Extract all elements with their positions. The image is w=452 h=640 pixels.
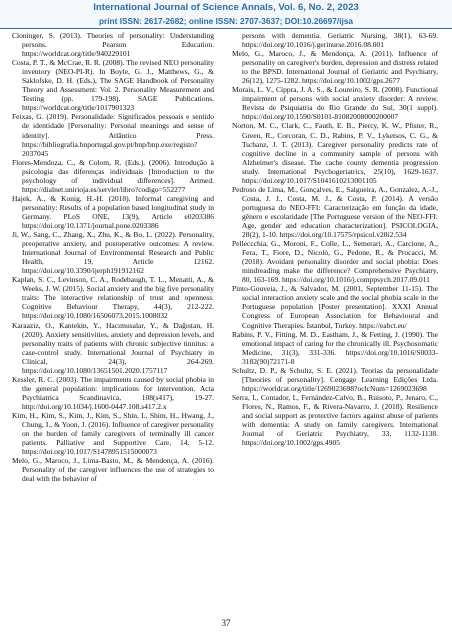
reference-entry: Flores-Mendoza, C., & Colom, R. (Eds.). (2006). Introdução à psicologia das diferenças individuais [Introduction to the psychology of individual differences]. Artmed. https://dialnet.unirioja.es/servlet/libro?codigo=552277	[12, 157, 214, 194]
reference-entry: Hajek, A., & Konig, H.-H. (2018). Informal caregiving and personality: Results of a population based longitudinal study in Germany. PLoS ONE, 13(9), Article e0203386 https://doi.org/10.1371/journal.pone.0203386	[12, 193, 214, 230]
reference-entry: Kessler, R. C. (2003). The impairments caused by social phobia in the general population: implications for intervention. Acta Psychiatrica Scandinavica, 108(s417), 19-27. http://doi.org/10.1034/j.1600-0447.108.s417.2.x	[12, 374, 214, 411]
reference-entry: Norton, M. C., Clark, C., Fauth, E. B., Piercy, K. W., Pfister, R., Green, R., Corcoran, C. D., Rabins, P. V., Lyketsos, C. G., & Tschanz, J. T. (2013). Caregiver personality predicts rate of cognitive decline in a community sample of persons with Alzheimer's disease. The cache county dementia progression study. International Psychogeriatrics, 25(10), 1629-1637. https://doi.org/10.1017/S1041610213001105	[232, 121, 438, 185]
reference-entry-continued: persons with dementia. Geriatric Nursing, 38(1), 63-69. https://doi.org/10.1016/j.gerinurse.2016.08.001	[242, 31, 438, 50]
reference-entry: Costa, P. T., & McCrae, R. R. (2008). The revised NEO personality inventory (NEO-PI-R). In Boyle, G. J., Matthews, G., & Saklofske, D. H. (Eds.), The SAGE Handbook of Personality Theory and Assessment: Vol. 2. Personality Measurement and Testing (pp. 179-198). SAGE Publications. https://worldcat.org/title/1017901323	[12, 58, 214, 113]
reference-entry: Morais, L. V., Cippra, J. A. S., & Loureiro, S. R. (2008). Functional impairment of persons with social anxiety disorder: A review. Revista de Psiquiatria do Rio Grande do Sul, 30(1 suppl). https://doi.org/10.1590/S0101-81082008000200007	[232, 85, 438, 122]
reference-entry: Feixas, G. (2019). Personalidade: Significados pessoais e sentido de identidade [Personality: Personal meanings and sense of identity]. Atlântico Press. https://bibliografia.bnportugal.gov.pt/bnp/bnp.exe/registo?2037045	[12, 112, 214, 158]
reference-entry: Karaaziz, O., Kantekin, Y., Hacımusalar, Y., & Dağıstan, H. (2020). Anxiety sensitivities, anxiety and depression levels, and personality traits of patients with chronic subjective tinnitus: a case-control study. International Journal of Psychiatry in Clinical, 24(3), 264-269. https://doi.org/10.1080/13651501.2020.1757117	[12, 320, 214, 375]
page-number: 37	[221, 618, 231, 628]
journal-header	[0, 0, 452, 29]
reference-entry: Pelleccchia, G., Moroni, F., Colle, L., Semerari, A., Carcione, A., Fera, T., Fiore, D., Nicolò, G., Pedone, R., & Procacci, M. (2018). Avoidant personality disorder and social phobia: Does mindreading make the difference? Comprehensive Psychiatry, 80, 163-169. https://doi.org/10.1016/j.comppsych.2017.09.011	[232, 239, 438, 285]
reference-entry: Cloninger, S. (2013). Theories of personality: Understanding persons. Pearson Education. https://worldcat.org/title/940229101	[12, 31, 214, 59]
reference-entry: Melo, G., Maroco, J., & Mendonça, A. (2011). Influence of personality on caregiver's burden, depression and distress related to the BPSD. International Journal of Geriatric and Psychiatry, 26(12), 1275-1282. https://doi.org/10.1002/gps.2677	[232, 49, 438, 86]
reference-entry: Pinto-Gouveia, J., & Salvador, M. (2001, September 11-15). The social interaction anxiety scale and the social phobia scale in the Portuguese population [Poster presentation]. XXXI Annual Congress of European Association for Behavioural and Cognitive Therapies. İstanbul, Turkey. https://eabct.eu/	[232, 284, 438, 330]
reference-entry: Kaplan, S. C., Levinson, C. A., Rodebaugh, T. L., Menatti, A., & Weeks, J. W. (2015). Social anxiety and the big five personality traits: The interactive relationship of trust and openness. Cognitive Behaviour Therapy, 44(3), 212-222. https://doi.org/10.1080/16506073.2015.1008032	[12, 275, 214, 321]
reference-entry: Pedroso de Lima, M., Gonçalves, E., Salgueira, A., Gonzalez, A.-J., Costa, J. J., Costa, M. J., & Costa, P. (2014). A versão portuguesa do NEO-FFI: Caracterização em função da idade, gênero e escolaridade [The Portuguese version of the NEO-FFI: Age, gender and education characterization]. PSICOLOGIA, 28(2), 1-10. https://doi.org/10.17575/rpsicol.v28i2.534	[232, 184, 438, 240]
reference-entry: Melo, G., Maroco, J., Lima-Basto, M., & Mendonça, A. (2016). Personality of the caregiver influences the use of strategies to deal with the behavior of	[12, 456, 214, 484]
reference-entry: Kim, H., Kim, S., Kim, J., Kim, S., Shin, I., Shim, H., Hwang, J., Chung, I., & Yoon, J. (2016). Influence of caregiver personality on the burden of family caregivers of terminally ill cancer patients. Palliative and Supportive Care, 14, 5-12. https://doi.org/10.1017/S1478951515000073	[12, 410, 214, 457]
reference-entry: Schultz, D. P., & Schultz, S. E. (2021). Teorias da personalidade [Theories of personality]. Cengage Learning Edições Ltda. https://worldcat.org/title/1269023698?oclcNum=1269023698	[232, 365, 438, 393]
references-left-column	[12, 31, 214, 483]
reference-entry: Ji, W., Sang, C., Zhang, X., Zhu, K., & Bo, L. (2022). Personality, preoperative anxiety, and postoperative outcomes: A review. International Journal of Environmental Research and Public Health, 19, Article 12162. https://doi.org/10.3390/ijerph191912162	[12, 230, 214, 276]
references-right-column	[232, 31, 438, 447]
reference-entry: Serra, I., Contador, I., Fernández-Calvo, B., Ruisoto, P., Jenaro, C., Flores, N., Ramos, F., & Rivera-Navarro, J. (2018). Resilience and social support as protective factors against abuse of patients with dementia: A study on family caregivers. International Journal of Geriatric Psychiatry, 33, 1132-1138. https://doi.org/10.1002/gps.4905	[232, 392, 438, 448]
journal-issn-line: print ISSN: 2617-2682; online ISSN: 2707-3637; DOI:10.26697/ijsa	[98, 16, 354, 26]
reference-entry: Rabins, P. V., Fitting, M. D., Eastham, J., & Fetting, J. (1990). The emotional impact of caring for the chronically ill. Psychosomatic Medicine, 31(3), 331-336. https://doi.org/10.1016/S0033-3182(90)72171-8	[232, 329, 438, 366]
journal-title-line: International Journal of Science Annals, Vol. 6, No. 2, 2023	[93, 2, 359, 13]
